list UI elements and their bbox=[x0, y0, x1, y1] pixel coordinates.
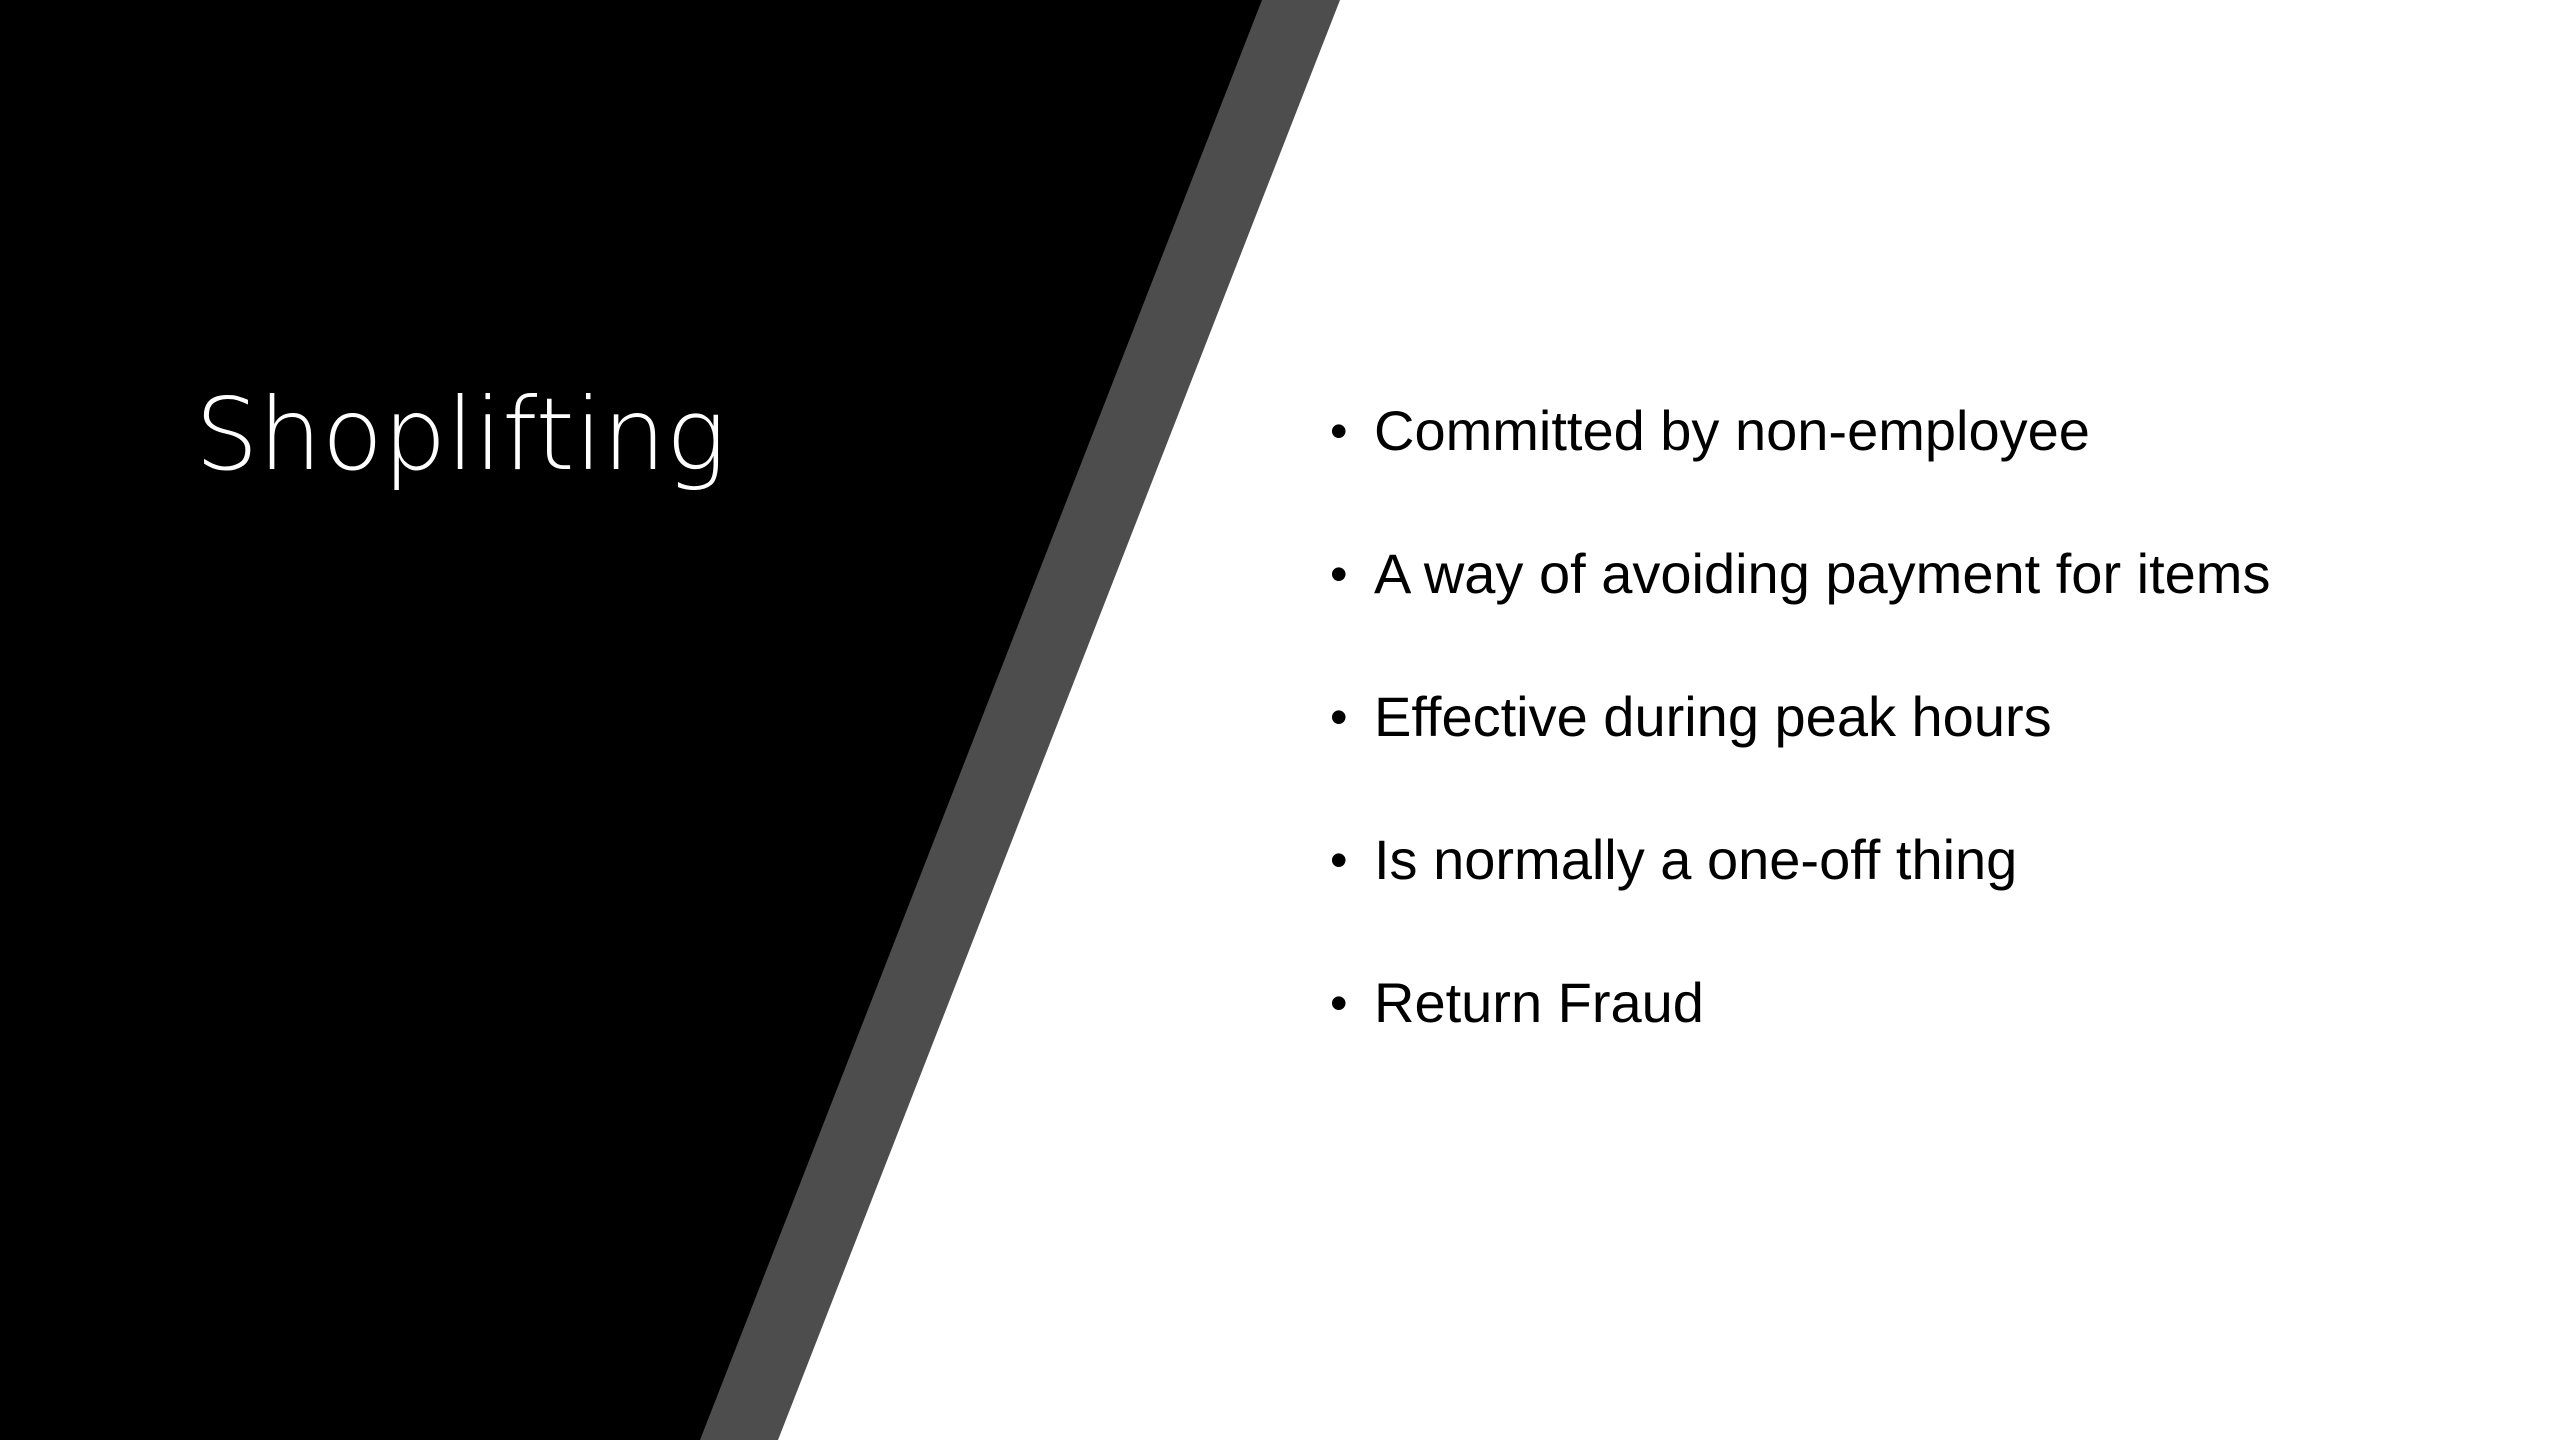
slide-title: Shoplifting bbox=[195, 376, 726, 493]
bullet-dot-icon: • bbox=[1330, 975, 1348, 1031]
bullet-text: Committed by non-employee bbox=[1374, 399, 2090, 462]
bullet-text: Is normally a one-off thing bbox=[1374, 828, 2018, 891]
bullet-dot-icon: • bbox=[1330, 546, 1348, 602]
bullet-item bbox=[1330, 395, 2480, 538]
bullet-item bbox=[1330, 538, 2480, 681]
bullet-text: Return Fraud bbox=[1374, 971, 1704, 1034]
bullet-item bbox=[1330, 681, 2480, 824]
bullet-list bbox=[1330, 395, 2480, 1110]
dark-panel bbox=[0, 0, 1262, 1440]
bullet-text: A way of avoiding payment for items bbox=[1374, 542, 2271, 605]
bullet-dot-icon: • bbox=[1330, 689, 1348, 745]
bullet-item bbox=[1330, 967, 2480, 1110]
bullet-text: Effective during peak hours bbox=[1374, 685, 2052, 748]
bullet-dot-icon: • bbox=[1330, 403, 1348, 459]
bullet-dot-icon: • bbox=[1330, 832, 1348, 888]
bullet-item bbox=[1330, 824, 2480, 967]
